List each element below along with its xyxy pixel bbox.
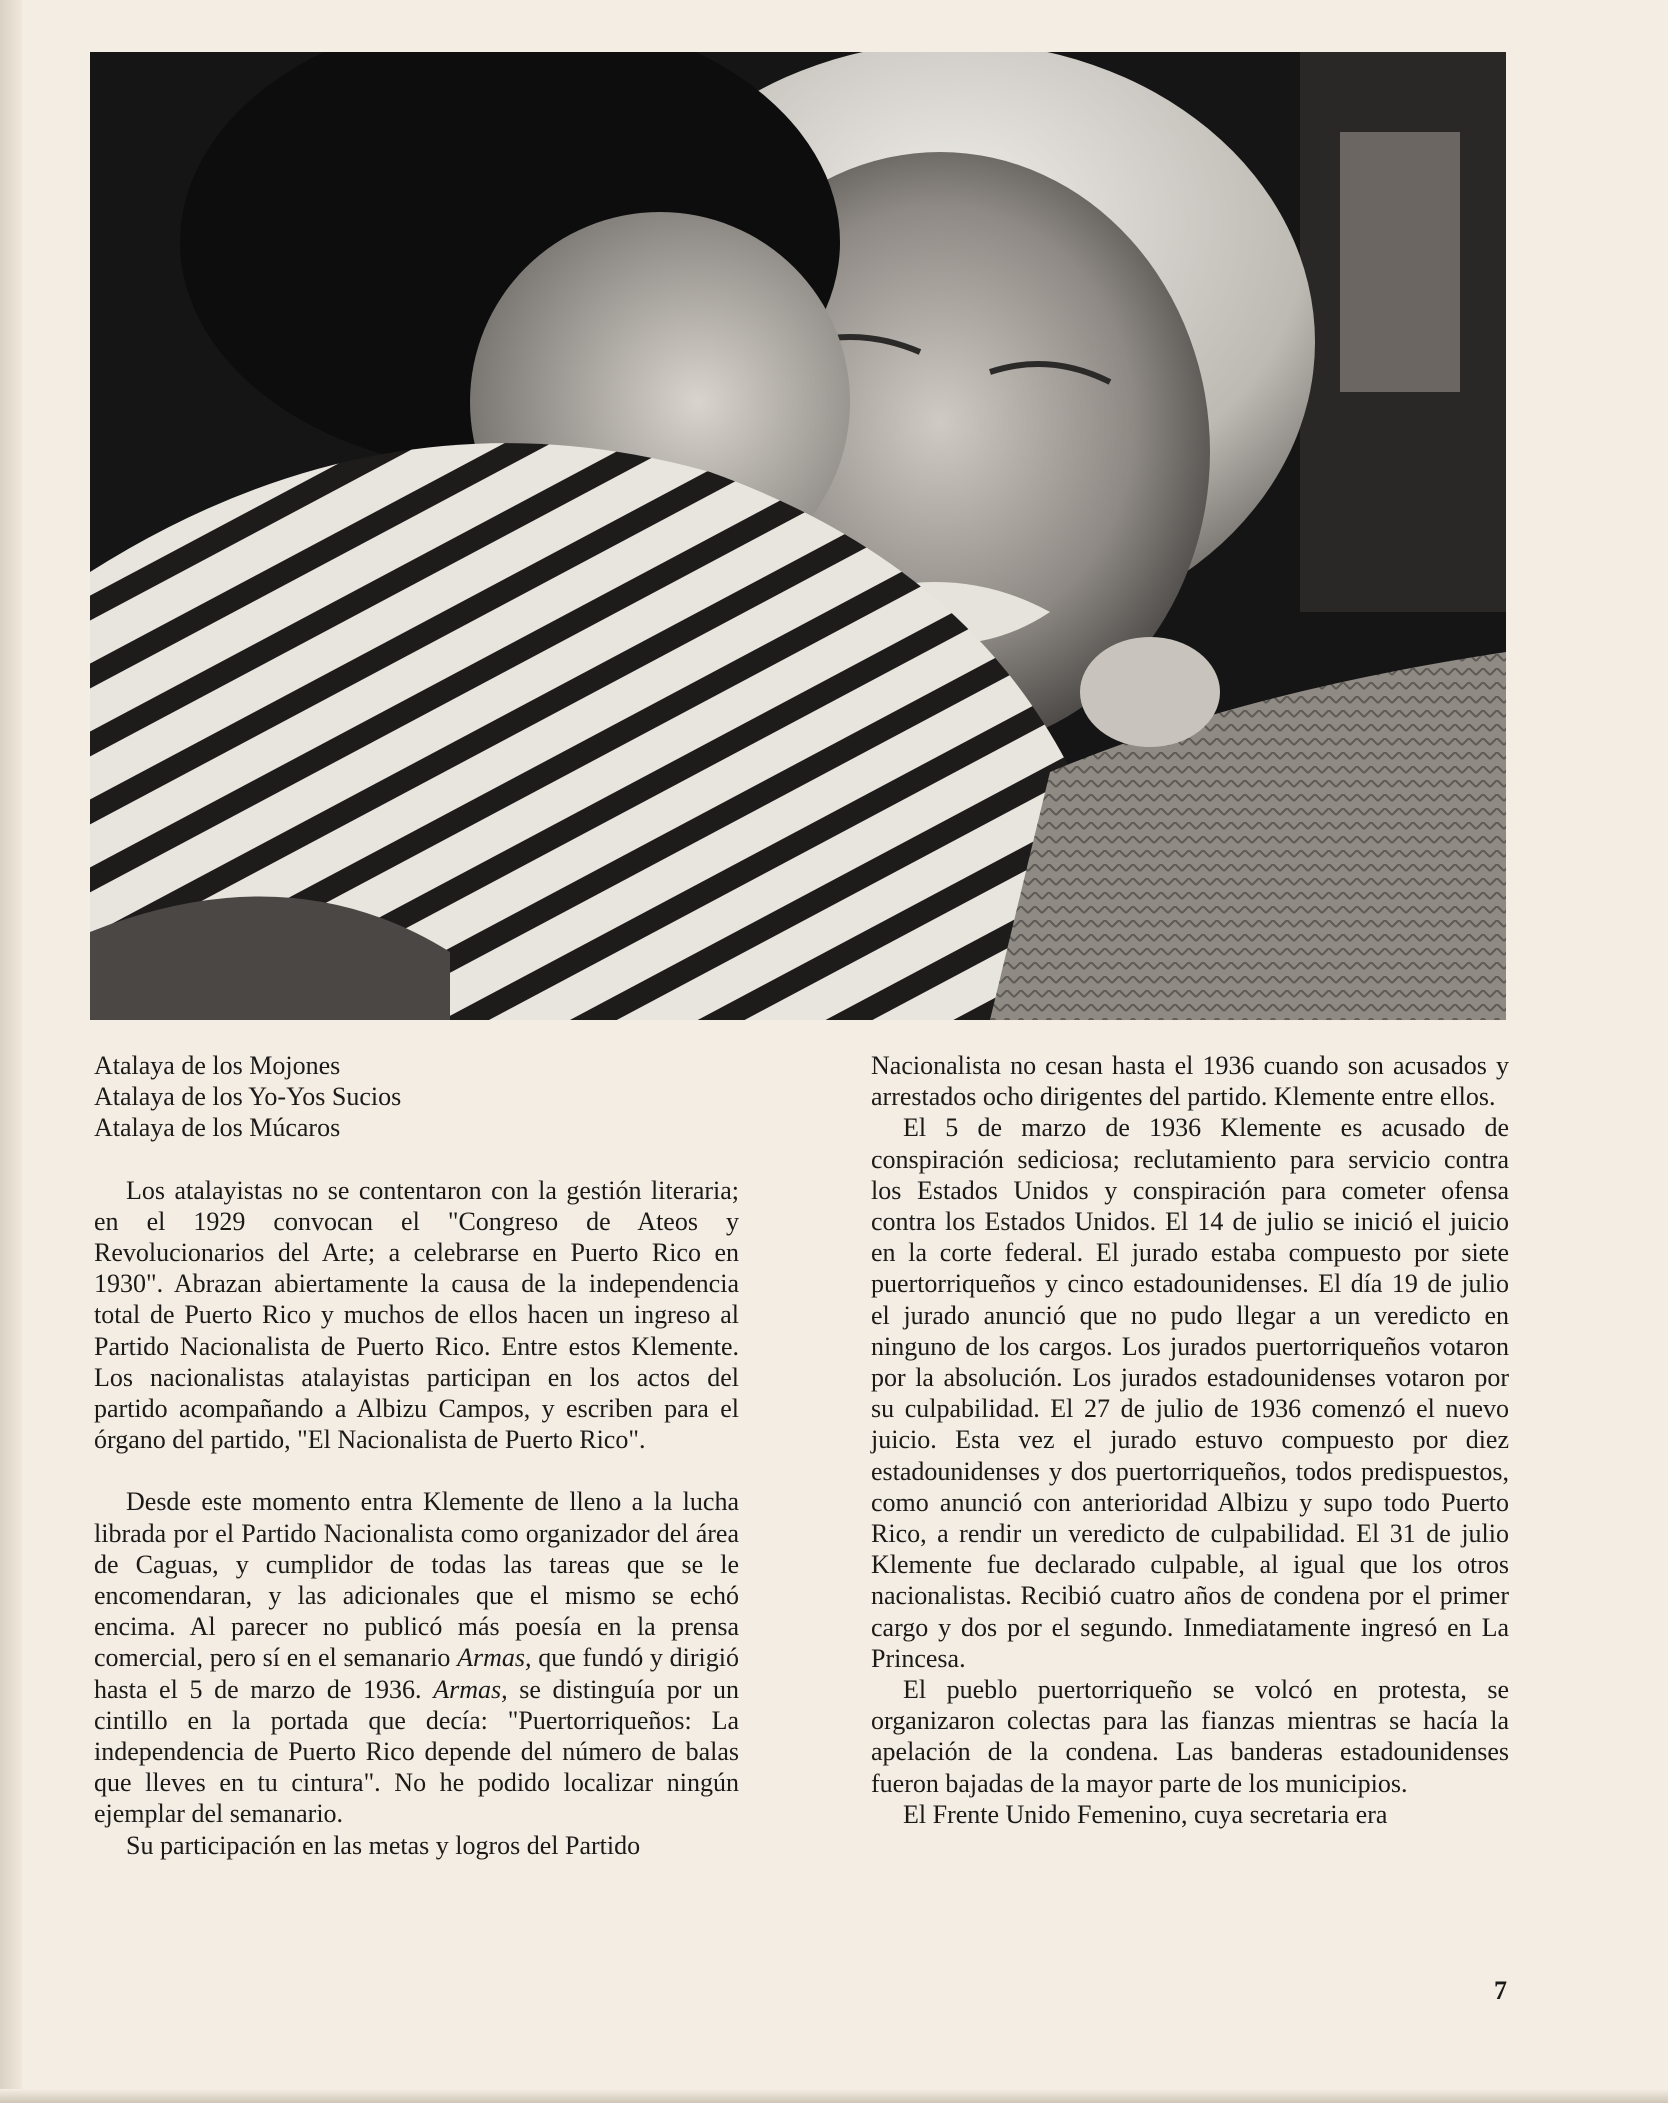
paragraph: Su participación en las metas y logros del Partido [126, 1830, 641, 1860]
paragraph: Nacionalista no cesan hasta el 1936 cuando son acusados y arrestados ocho dirigentes del partido. Klemente entre ellos. [871, 1051, 1509, 1112]
photo-illustration [90, 52, 1506, 1020]
page-edge [0, 0, 22, 2103]
text-run: Desde este momento entra Klemente de lleno a la lucha librada por el Partido Nacionalista como organizador del área de Caguas, y cumplidor de todas las tareas que se le encomendaran, y las adicionales que el mismo se echó encima. Al parecer no publicó más poesía en la prensa comercial, pero sí en el semanario [94, 1487, 739, 1673]
page-edge-bottom [0, 2089, 1668, 2103]
right-column [871, 1050, 1509, 1830]
text-run: que fundó y dirigió hasta el 5 de marzo de 1936. [94, 1643, 739, 1704]
verse-line: Atalaya de los Yo-Yos Sucios [94, 1082, 402, 1112]
newspaper-title: Armas, [433, 1674, 508, 1704]
paragraph: El pueblo puertorriqueño se volcó en protesta, se organizaron colectas para las fianzas mientras se hacía la apelación de la condena. Las banderas estadounidenses fueron bajadas de la mayor parte de los municipios. [871, 1675, 1509, 1798]
photo-child-kissing-elderly-man [90, 52, 1506, 1020]
paragraph: El Frente Unido Femenino, cuya secretaria era [903, 1799, 1388, 1829]
paragraph-armas [94, 1486, 739, 1829]
page-number: 7 [1494, 1976, 1507, 2005]
left-column [94, 1050, 739, 1861]
verse-line: Atalaya de los Mojones [94, 1051, 341, 1080]
paragraph: El 5 de marzo de 1936 Klemente es acusado de conspiración sediciosa; reclutamiento para servicio contra los Estados Unidos y conspiración para cometer ofensa contra los Estados Unidos. El 14 de julio se inició el juicio en la corte federal. El jurado estaba compuesto por siete puertorriqueños y cinco estadounidenses. El día 19 de julio el jurado anunció que no pudo llegar a un veredicto en ninguno de los cargos. Los jurados puertorriqueños votaron por la absolución. Los jurados estadounidenses votaron por su culpabilidad. El 27 de julio de 1936 comenzó el nuevo juicio. Esta vez el jurado estuvo compuesto por diez estadounidenses y dos puertorriqueños, todos predispuestos, como anunció con anterioridad Albizu y supo todo Puerto Rico, a rendir un veredicto de culpabilidad. El 31 de julio Klemente fue declarado culpable, al igual que los otros nacionalistas. Recibió cuatro años de condena por el primer cargo y dos por el segundo. Inmediatamente ingresó en La Princesa. [871, 1113, 1509, 1673]
text-run: se distinguía por un cintillo en la portada que decía: "Puertorriqueños: La independencia de Puerto Rico depende del número de balas que lleves en tu cintura". No he podido localizar ningún ejemplar del semanario. [94, 1674, 740, 1829]
newspaper-title: Armas, [457, 1643, 532, 1673]
verse-line: Atalaya de los Múcaros [94, 1113, 341, 1143]
verse-list [94, 1050, 739, 1144]
paragraph: Los atalayistas no se contentaron con la gestión literaria; en el 1929 convocan el "Congreso de Ateos y Revolucionarios del Arte; a celebrarse en Puerto Rico en 1930". Abrazan abiertamente la causa de la independencia total de Puerto Rico y muchos de ellos hacen un ingreso al Partido Nacionalista de Puerto Rico. Entre estos Klemente. Los nacionalistas atalayistas participan en los actos del partido acompañando a Albizu Campos, y escriben para el órgano del partido, "El Nacionalista de Puerto Rico". [94, 1175, 739, 1455]
